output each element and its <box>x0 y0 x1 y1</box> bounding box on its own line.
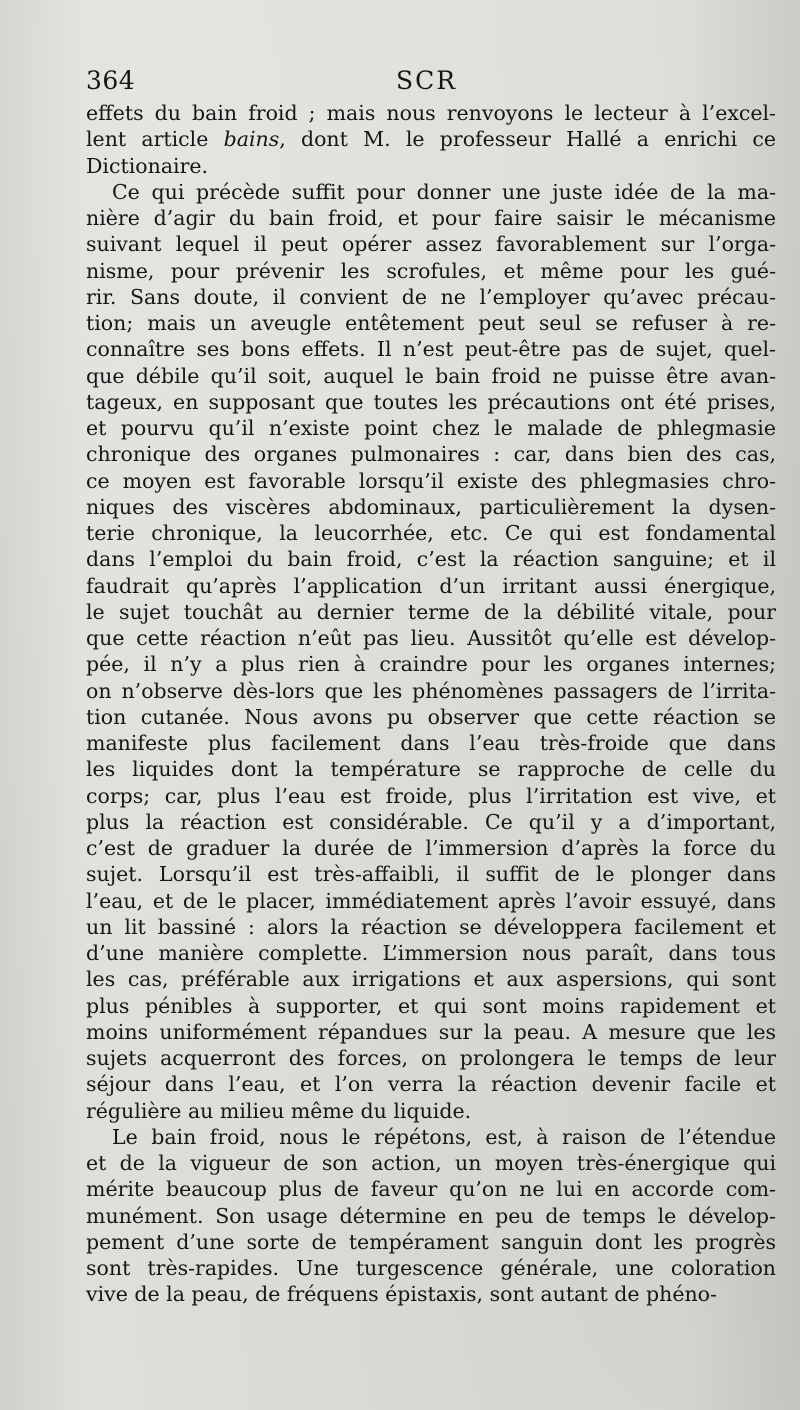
text-line: le sujet touchât au dernier terme de la débilité vitale, pour <box>86 599 776 624</box>
text-line: chronique des organes pulmonaires : car, dans bien des cas, <box>86 442 776 467</box>
text-line: lent article bains, dont M. le professeur Hallé a enrichi ce <box>86 127 776 152</box>
text-line: que débile qu’il soit, auquel le bain froid ne puisse être avan- <box>86 363 776 388</box>
text-line: vive de la peau, de fréquens épistaxis, sont autant de phéno- <box>86 1282 717 1307</box>
text-line: plus la réaction est considérable. Ce qu’il y a d’important, <box>86 809 776 834</box>
text-line: mérite beaucoup plus de faveur qu’on ne lui en accorde com- <box>86 1177 776 1202</box>
text-line: Dictionaire. <box>86 153 209 178</box>
body-text <box>86 100 776 1308</box>
text-line: tion cutanée. Nous avons pu observer que cette réaction se <box>86 704 776 729</box>
text-line: moins uniformément répandues sur la peau. A mesure que les <box>86 1019 776 1044</box>
text-line: suivant lequel il peut opérer assez favorablement sur l’orga- <box>86 232 776 257</box>
text-line: Le bain froid, nous le répétons, est, à raison de l’étendue <box>112 1124 776 1149</box>
text-line: Ce qui précède suffit pour donner une juste idée de la ma- <box>112 179 776 204</box>
text-line: sont très-rapides. Une turgescence générale, une coloration <box>86 1256 776 1280</box>
text-line: séjour dans l’eau, et l’on verra la réaction devenir facile et <box>86 1072 776 1097</box>
text-line: plus pénibles à supporter, et qui sont moins rapidement et <box>86 993 776 1018</box>
text-line: effets du bain froid ; mais nous renvoyons le lecteur à l’excel- <box>86 101 776 125</box>
text-line: rir. Sans doute, il convient de ne l’employer qu’avec précau- <box>86 284 776 309</box>
text-line: nisme, pour prévenir les scrofules, et même pour les gué- <box>86 258 776 283</box>
text-line: les liquides dont la température se rapproche de celle du <box>86 757 776 782</box>
text-line: terie chronique, la leucorrhée, etc. Ce qui est fondamental <box>86 521 776 545</box>
text-line: d’une manière complette. L’immersion nous paraît, dans tous <box>86 941 776 965</box>
text-line: munément. Son usage détermine en peu de temps le dévelop- <box>86 1203 776 1228</box>
text-line: et pourvu qu’il n’existe point chez le malade de phlegmasie <box>86 416 776 440</box>
text-line: l’eau, et de le placer, immédiatement après l’avoir essuyé, dans <box>86 888 776 913</box>
text-line: nière d’agir du bain froid, et pour faire saisir le mécanisme <box>86 206 776 230</box>
running-head: SCR <box>396 66 458 95</box>
text-line: pée, il n’y a plus rien à craindre pour les organes internes; <box>86 652 776 677</box>
text-line: régulière au milieu même du liquide. <box>86 1098 472 1123</box>
text-line: sujets acquerront des forces, on prolongera le temps de leur <box>86 1046 776 1070</box>
text-line: sujet. Lorsqu’il est très-affaibli, il suffit de le plonger dans <box>86 862 776 887</box>
text-line: c’est de graduer la durée de l’immersion d’après la force du <box>86 836 776 860</box>
text-line: connaître ses bons effets. Il n’est peut-être pas de sujet, quel- <box>86 337 776 362</box>
page-header <box>86 66 776 102</box>
text-line: tageux, en supposant que toutes les précautions ont été prises, <box>86 389 776 414</box>
text-line: pement d’une sorte de tempérament sanguin dont les progrès <box>86 1229 776 1254</box>
text-line: que cette réaction n’eût pas lieu. Aussitôt qu’elle est dévelop- <box>86 626 776 650</box>
text-line: manifeste plus facilement dans l’eau très-froide que dans <box>86 731 776 755</box>
text-line: niques des viscères abdominaux, particulièrement la dysen- <box>86 494 776 519</box>
text-line: dans l’emploi du bain froid, c’est la réaction sanguine; et il <box>86 547 776 572</box>
text-line: on n’observe dès-lors que les phénomènes passagers de l’irrita- <box>86 678 776 703</box>
text-line: corps; car, plus l’eau est froide, plus l’irritation est vive, et <box>86 783 776 808</box>
text-line: faudrait qu’après l’application d’un irritant aussi énergique, <box>86 573 776 598</box>
text-line: tion; mais un aveugle entêtement peut seul se refuser à re- <box>86 311 776 335</box>
text-line: et de la vigueur de son action, un moyen très-énergique qui <box>86 1151 776 1175</box>
text-line: les cas, préférable aux irrigations et aux aspersions, qui sont <box>86 967 776 992</box>
text-line: ce moyen est favorable lorsqu’il existe des phlegmasies chro- <box>86 468 776 493</box>
text-line: un lit bassiné : alors la réaction se développera facilement et <box>86 914 776 939</box>
page-number: 364 <box>86 66 136 95</box>
